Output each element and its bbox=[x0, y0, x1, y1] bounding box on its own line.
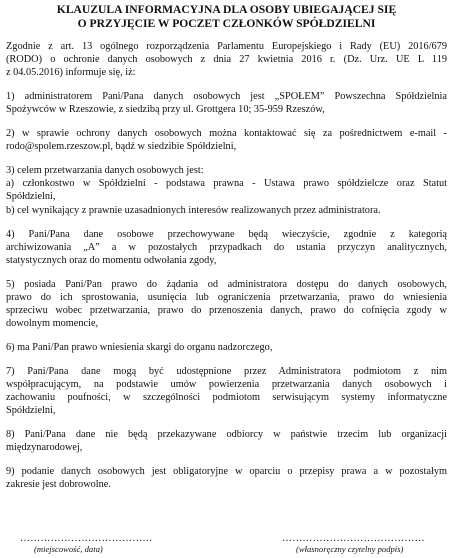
clause-2-line: rodo@spolem.rzeszow.pl, bądź w siedzibie Spółdzielni, bbox=[6, 141, 237, 152]
clause-2-line: 2) w sprawie ochrony danych osobowych można kontaktować się za pośrednictwem e-mail - bbox=[6, 128, 447, 139]
clause-7-line: 7) Pani/Pana dane mogą być udostępnione przez Administratora podmiotom z nim bbox=[6, 366, 447, 377]
clause-3b-line: b) cel wynikający z prawnie uzasadnionych interesów realizowanych przez administratora. bbox=[6, 205, 381, 216]
clause-3a-line: Spółdzielni, bbox=[6, 191, 56, 202]
clause-8-line: międzynarodowej, bbox=[6, 442, 83, 453]
clause-4-line: archiwizowania „A” a w pozostałych przypadkach do ustania przyczyn analitycznych, bbox=[6, 242, 447, 253]
document-title-line-1: KLAUZULA INFORMACYJNA DLA OSOBY UBIEGAJĄCEJ SIĘ bbox=[56, 3, 397, 16]
intro-line: z 04.05.2016) informuje się, iż: bbox=[6, 67, 136, 78]
signature-dotted-line: …………………………………… bbox=[282, 534, 425, 544]
clause-1-line: Spożywców w Rzeszowie, z siedzibą przy ul. Grottgera 10; 35-959 Rzeszów, bbox=[6, 104, 325, 115]
clause-7-line: zachowaniu poufności, w szczególności podmiotom serwisującym systemy informatyczne bbox=[6, 392, 447, 403]
clause-1-line: 1) administratorem Pani/Pana danych osobowych jest „SPOŁEM” Powszechna Spółdzielnia bbox=[6, 91, 447, 102]
document-title-line-2: O PRZYJĘCIE W POCZET CZŁONKÓW SPÓŁDZIELNI bbox=[77, 17, 376, 30]
intro-line: (RODO) o ochronie danych osobowych z dnia 27 kwietnia 2016 r. (Dz. Urz. UE L 119 bbox=[6, 54, 447, 65]
clause-7-line: współpracującym, na podstawie umów powierzenia przetwarzania danych osobowych i bbox=[6, 379, 447, 390]
clause-4-line: statystycznych oraz do momentu odwołania zgody, bbox=[6, 255, 217, 266]
clause-4-line: 4) Pani/Pana dane osobowe przechowywane będą wieczyście, zgodnie z kategorią bbox=[6, 229, 447, 240]
clause-5-line: prawo do ich sprostowania, usunięcia lub ograniczenia przetwarzania, prawo do wniesienia bbox=[6, 292, 447, 303]
place-date-label: (miejscowość, data) bbox=[34, 544, 103, 554]
clause-3-line: 3) celem przetwarzania danych osobowych jest: bbox=[6, 165, 204, 176]
clause-9-line: 9) podanie danych osobowych jest obligatoryjne w oparciu o przepisy prawa a w pozostałym bbox=[6, 466, 447, 477]
clause-7-line: Spółdzielni, bbox=[6, 405, 56, 416]
place-date-dotted-line: ………………………………… bbox=[20, 534, 153, 544]
signature-label: (własnoręczny czytelny podpis) bbox=[296, 544, 404, 554]
clause-5-line: sprzeciwu wobec przetwarzania, prawo do przenoszenia danych, prawo do cofnięcia zgody w bbox=[6, 305, 447, 316]
clause-5-line: dowolnym momencie, bbox=[6, 318, 99, 329]
clause-6-line: 6) ma Pani/Pan prawo wniesienia skargi do organu nadzorczego, bbox=[6, 342, 273, 353]
clause-8-line: 8) Pani/Pana dane nie będą przekazywane odbiorcy w państwie trzecim lub organizacji bbox=[6, 429, 447, 440]
clause-9-line: zakresie jest dobrowolne. bbox=[6, 479, 111, 490]
clause-5-line: 5) posiada Pani/Pan prawo do żądania od administratora dostępu do danych osobowych, bbox=[6, 279, 447, 290]
intro-line: Zgodnie z art. 13 ogólnego rozporządzenia Parlamentu Europejskiego i Rady (EU) 2016/679 bbox=[6, 41, 447, 52]
clause-3a-line: a) członkostwo w Spółdzielni - podstawa prawna - Ustawa prawo spółdzielcze oraz Statut bbox=[6, 178, 447, 189]
